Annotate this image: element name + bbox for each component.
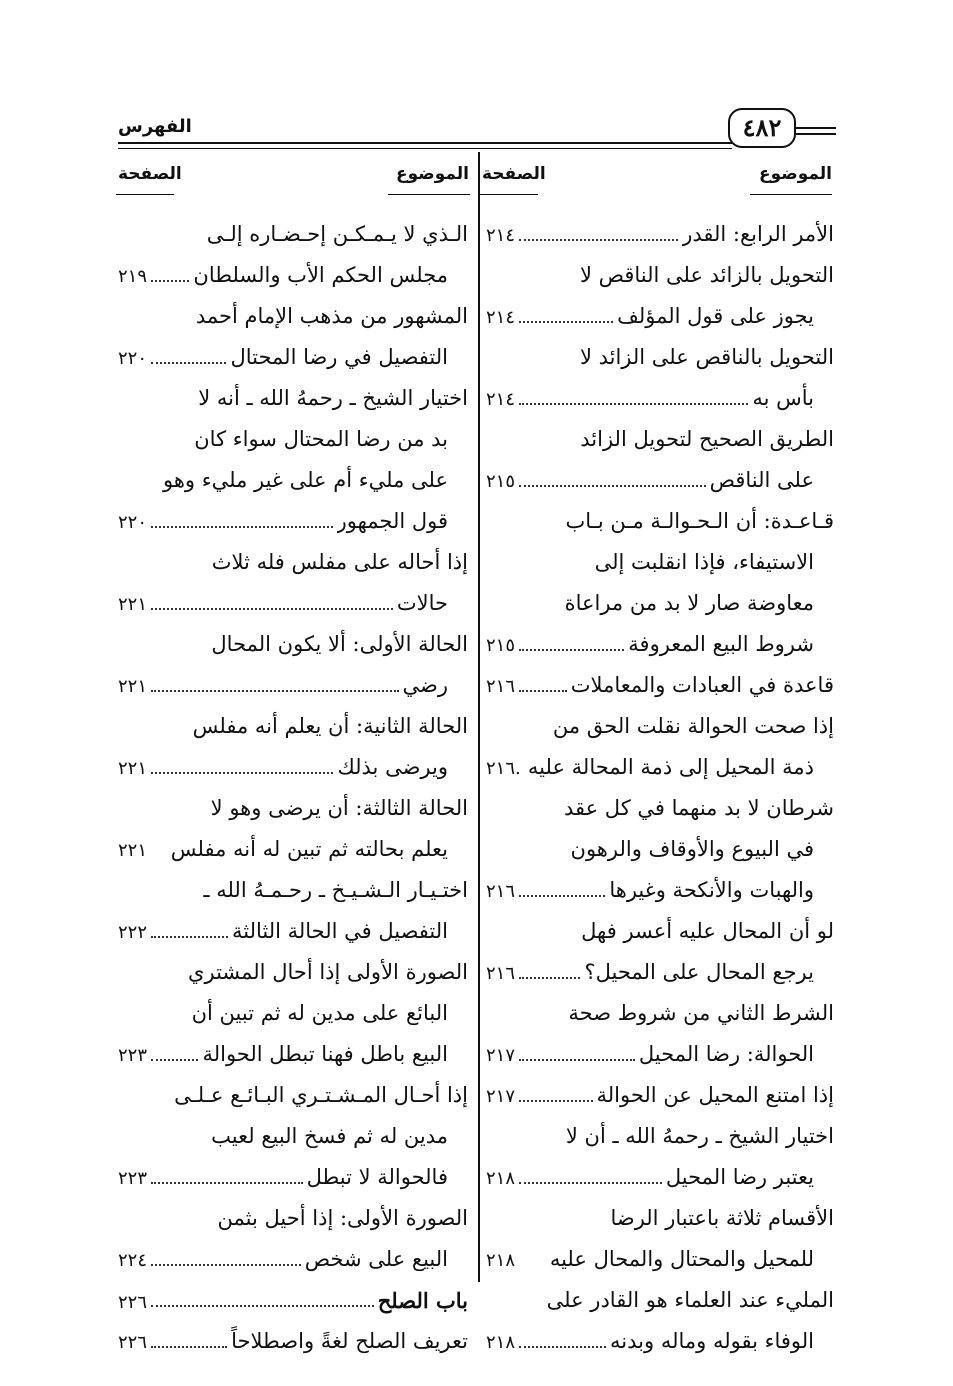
index-entry (486, 706, 834, 747)
entry-page-number: ٢١٤ (486, 307, 516, 328)
dot-leader (519, 1100, 593, 1102)
entry-topic: بد من رضا المحتال سواء كان (194, 427, 448, 451)
dot-leader (151, 1346, 227, 1348)
heading-underline (480, 194, 538, 195)
heading-underline (116, 194, 174, 195)
entry-topic: والهبات والأنكحة وغيرها (609, 878, 814, 902)
index-entry (486, 296, 834, 337)
entry-topic: البيع باطل فهنا تبطل الحوالة (202, 1042, 448, 1066)
entry-page-number: .٢١٦ (486, 758, 521, 779)
dot-leader (151, 1264, 301, 1266)
header-rule (118, 142, 732, 144)
index-entry (486, 911, 834, 952)
page-number: ٤٨٢ (728, 108, 796, 148)
header-rule (796, 133, 836, 135)
entry-page-number: ٢٢٦ (118, 1332, 148, 1353)
index-entry (118, 1116, 468, 1157)
entry-topic: مدين له ثم فسخ البيع لعيب (211, 1124, 448, 1148)
entry-topic: المليء عند العلماء هو القادر على (546, 1288, 834, 1312)
entry-page-number: ٢٢٠ (118, 512, 148, 533)
entry-topic: شرطان لا بد منهما في كل عقد (563, 796, 834, 820)
entry-topic: الوفاء بقوله وماله وبدنه (610, 1329, 814, 1353)
dot-leader (519, 977, 580, 979)
entry-topic: التحويل بالناقص على الزائد لا (579, 345, 834, 369)
index-entry (486, 665, 834, 706)
index-entry (486, 952, 834, 993)
index-entry (486, 788, 834, 829)
entry-page-number: ٢١٤ (486, 389, 516, 410)
index-entry (118, 214, 468, 255)
entry-topic: الطريق الصحيح لتحويل الزائد (580, 427, 834, 451)
entry-topic: يعلم بحالته ثم تبين له أنه مفلس (170, 837, 448, 861)
entry-topic: اختيار الشيخ ـ رحمهُ الله ـ أنه لا (198, 386, 468, 410)
dot-leader (519, 649, 624, 651)
index-entry (486, 419, 834, 460)
dot-leader (151, 1059, 198, 1061)
dot-leader (151, 1182, 303, 1184)
index-entry (486, 378, 834, 419)
entry-topic: الصورة الأولى إذا أحال المشتري (188, 960, 468, 984)
entry-page-number: ٢٢٢ (118, 922, 148, 943)
entry-page-number: ٢١٤ (486, 225, 516, 246)
entry-topic: البيع على شخص (304, 1247, 448, 1271)
index-entry (486, 1034, 834, 1075)
index-entry (118, 1034, 468, 1075)
index-entry (118, 1075, 468, 1116)
entry-topic: رضي (402, 673, 448, 697)
entry-topic: البائع على مدين له ثم تبين أن (191, 1001, 448, 1025)
index-entry (118, 624, 468, 665)
entry-topic: الأقسام ثلاثة باعتبار الرضا (610, 1206, 834, 1230)
entry-topic: تعريف الصلح لغةً واصطلاحاً (231, 1329, 468, 1353)
entry-topic: الحالة الثالثة: أن يرضى وهو لا (210, 796, 468, 820)
entry-topic: الاستيفاء، فإذا انقلبت إلى (594, 550, 814, 574)
dot-leader (519, 403, 748, 405)
index-entry (486, 255, 834, 296)
index-entry (486, 1239, 834, 1280)
entry-topic: شروط البيع المعروفة (628, 632, 814, 656)
right-page-heading: الصفحة (482, 164, 546, 184)
index-entry (118, 911, 468, 952)
left-page-heading: الصفحة (118, 164, 182, 184)
heading-underline (750, 194, 832, 195)
index-entry (486, 1116, 834, 1157)
entry-topic: فالحوالة لا تبطل (306, 1165, 448, 1189)
entry-topic: إذا أحـال المـشـتـري البـائـع عـلـى (174, 1083, 468, 1107)
dot-leader (151, 362, 226, 364)
entry-topic: قـاعـدة: أن الـحـوالـة مـن بـاب (565, 509, 834, 533)
dot-leader (151, 526, 333, 528)
dot-leader (151, 936, 228, 938)
index-entry (118, 1321, 468, 1362)
entry-topic: اختيار الشيخ ـ رحمهُ الله ـ أن لا (565, 1124, 834, 1148)
dot-leader (519, 239, 678, 241)
entry-page-number: ٢٢١ (118, 840, 148, 861)
entry-page-number: ٢٢١ (118, 676, 148, 697)
entry-topic: إذا أحاله على مفلس فله ثلاث (211, 550, 468, 574)
dot-leader (151, 1305, 374, 1307)
dot-leader (519, 485, 706, 487)
dot-leader (519, 895, 605, 897)
index-entry (118, 337, 468, 378)
entry-page-number: ٢١٨ (486, 1332, 516, 1353)
index-entry (118, 1198, 468, 1239)
index-entry (118, 706, 468, 747)
index-entry (486, 829, 834, 870)
index-entry (486, 747, 834, 788)
index-entry (486, 1198, 834, 1239)
index-entry (486, 460, 834, 501)
entry-page-number: ٢١٨ (486, 1250, 516, 1271)
entry-topic: التحويل بالزائد على الناقص لا (579, 263, 834, 287)
index-entry (118, 952, 468, 993)
index-entry (118, 993, 468, 1034)
entry-topic: الحالة الأولى: ألا يكون المحال (211, 632, 468, 656)
entry-page-number: ٢١٥ (486, 471, 516, 492)
index-entry (118, 296, 468, 337)
dot-leader (151, 690, 399, 692)
entry-page-number: ٢١٥ (486, 635, 516, 656)
index-entry (486, 624, 834, 665)
index-entry (118, 255, 468, 296)
dot-leader (151, 608, 393, 610)
dot-leader (151, 772, 333, 774)
entry-topic: يعتبر رضا المحيل (665, 1165, 814, 1189)
index-entry (486, 1075, 834, 1116)
entry-topic: بأس به (752, 386, 814, 410)
entry-page-number: ٢١٦ (486, 676, 516, 697)
entry-topic: الحالة الثانية: أن يعلم أنه مفلس (192, 714, 468, 738)
entry-topic: حالات (396, 591, 448, 615)
entry-topic: يرجع المحال على المحيل؟ (584, 960, 814, 984)
index-entry (118, 583, 468, 624)
entry-topic: الشرط الثاني من شروط صحة (568, 1001, 834, 1025)
entry-topic: المشهور من مذهب الإمام أحمد (195, 304, 468, 328)
entry-topic: الصورة الأولى: إذا أحيل بثمن (217, 1206, 468, 1230)
index-entry (486, 1157, 834, 1198)
index-entry (118, 419, 468, 460)
entry-page-number: ٢٢٠ (118, 348, 148, 369)
dot-leader (519, 321, 613, 323)
entry-page-number: ٢١٩ (118, 266, 148, 287)
entry-topic: يجوز على قول المؤلف (617, 304, 814, 328)
entry-topic: قول الجمهور (336, 509, 448, 533)
entry-topic: التفصيل في الحالة الثالثة (231, 919, 448, 943)
entry-topic: الحوالة: رضا المحيل (638, 1042, 814, 1066)
entry-topic: لو أن المحال عليه أعسر فهل (581, 919, 834, 943)
right-index-column (486, 214, 834, 1362)
index-entry (486, 501, 834, 542)
entry-page-number: ٢٢٤ (118, 1250, 148, 1271)
left-topic-heading: الموضوع (396, 164, 469, 184)
index-entry (486, 870, 834, 911)
entry-topic: الأمر الرابع: القدر (682, 222, 834, 246)
entry-topic: ويرضى بذلك (337, 755, 448, 779)
entry-topic: اختـيـار الـشـيـخ ـ رحـمـهُ الله ـ (203, 878, 468, 902)
left-index-column (118, 214, 468, 1362)
entry-page-number: ٢٢٣ (118, 1045, 148, 1066)
entry-topic: الـذي لا يـمـكـن إحـضـاره إلـى (206, 222, 468, 246)
header-rule (796, 127, 836, 129)
index-entry (118, 378, 468, 419)
dot-leader (519, 1059, 635, 1061)
index-entry (118, 1239, 468, 1280)
index-entry (118, 870, 468, 911)
index-entry (118, 1280, 468, 1321)
index-entry (118, 542, 468, 583)
entry-topic: باب الصلح (377, 1288, 468, 1313)
entry-page-number: ٢٢١ (118, 594, 148, 615)
entry-topic: على مليء أم على غير مليء وهو (163, 468, 448, 492)
dot-leader (519, 1182, 662, 1184)
right-topic-heading: الموضوع (759, 164, 832, 184)
section-title: الفهرس (118, 116, 192, 137)
page-header (118, 108, 836, 154)
index-entry (486, 1321, 834, 1362)
entry-page-number: ٢١٧ (486, 1086, 516, 1107)
heading-underline (388, 194, 470, 195)
index-entry (486, 583, 834, 624)
column-divider (478, 152, 480, 1282)
dot-leader (151, 280, 189, 282)
entry-topic: معاوضة صار لا بد من مراعاة (564, 591, 814, 615)
entry-page-number: ٢١٦ (486, 881, 516, 902)
entry-topic: إذا امتنع المحيل عن الحوالة (596, 1083, 834, 1107)
index-entry (486, 337, 834, 378)
entry-topic: ذمة المحيل إلى ذمة المحالة عليه (527, 755, 814, 779)
entry-topic: للمحيل والمحتال والمحال عليه (549, 1247, 814, 1271)
entry-topic: التفصيل في رضا المحتال (230, 345, 448, 369)
dot-leader (519, 690, 567, 692)
entry-page-number: ٢١٦ (486, 963, 516, 984)
entry-topic: قاعدة في العبادات والمعاملات (570, 673, 834, 697)
index-entry (486, 1280, 834, 1321)
entry-page-number: ٢١٨ (486, 1168, 516, 1189)
index-entry (118, 1157, 468, 1198)
index-entry (118, 788, 468, 829)
index-entry (486, 214, 834, 255)
entry-topic: في البيوع والأوقاف والرهون (570, 837, 814, 861)
entry-page-number: ٢٢٣ (118, 1168, 148, 1189)
index-entry (118, 665, 468, 706)
index-entry (118, 501, 468, 542)
entry-topic: إذا صحت الحوالة نقلت الحق من (552, 714, 834, 738)
index-entry (486, 993, 834, 1034)
entry-topic: مجلس الحكم الأب والسلطان (193, 263, 448, 287)
index-entry (118, 829, 468, 870)
entry-page-number: ٢١٧ (486, 1045, 516, 1066)
entry-page-number: ٢٢١ (118, 758, 148, 779)
index-entry (118, 460, 468, 501)
header-rule (118, 148, 732, 149)
dot-leader (519, 1346, 606, 1348)
entry-topic: على الناقص (709, 468, 814, 492)
entry-page-number: ٢٢٦ (118, 1292, 148, 1313)
index-entry (118, 747, 468, 788)
index-entry (486, 542, 834, 583)
